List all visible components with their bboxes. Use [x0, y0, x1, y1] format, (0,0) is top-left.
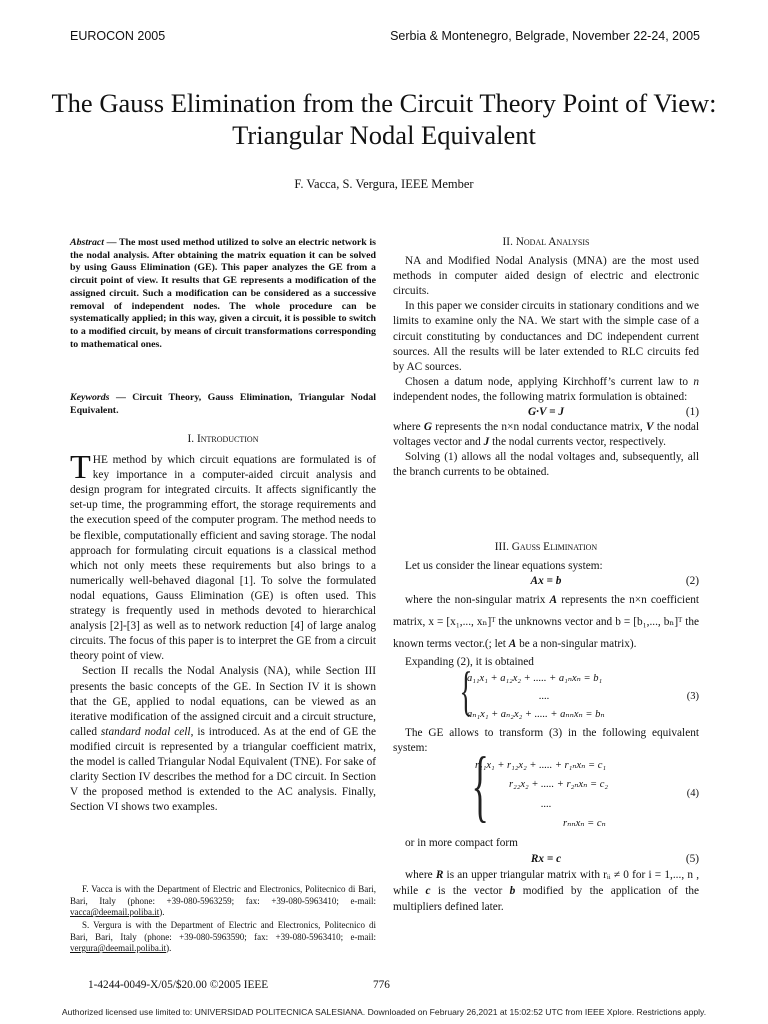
footnote-vergura: S. Vergura is with the Department of Electric and Electronics, Politecnico di Bari, Bari, Italy (phone: +39-080-5963590; fax: +39-080-5963410; e-mail: vergura@deemail.poliba.it). — [70, 920, 376, 954]
nodal-paragraph-2: In this paper we consider circuits in stationary conditions and we limits to examine only the NA. We start with the simple case of a circuit constituting by conductances and DC independent current sources. All the results will be later extended to RLC circuits fed by AC sources. — [393, 300, 699, 373]
conference-name: EUROCON 2005 — [70, 29, 166, 43]
equation-5: Rx = c (5) — [393, 852, 699, 867]
conference-location: Serbia & Montenegro, Belgrade, November 22-24, 2005 — [390, 29, 700, 43]
section-heading-nodal: II. Nodal Analysis — [502, 236, 590, 248]
intro-paragraph-2: Section II recalls the Nodal Analysis (NA), while Section III presents the basic concepts of the GE. In Section IV it is shown that the GE, applied to nodal equations, can be viewed as an iterative modification of the assigned circuit and a circuit structure, called standard nodal cell, is introduced. As at the end of GE the modified circuit is represented by a triangular coefficient matrix, the model is called Triangular Nodal Equivalent (TNE). For sake of clarity Section IV describes the method for a DC circuit. In Section V the proposed method is extended to the AC analysis. Finally, Section VI shows two examples. — [70, 665, 376, 814]
nodal-paragraph-4: where G represents the n×n nodal conductance matrix, V the nodal voltages vector and J the nodal currents vector, respectively. — [393, 421, 700, 449]
gauss-paragraph-5: or in more compact form — [405, 837, 518, 850]
gauss-paragraph-6: where R is an upper triangular matrix with rᵢᵢ ≠ 0 for i = 1,..., n , while c is the vector b modified by the application of the multipliers defined later. — [393, 868, 700, 913]
keywords — [70, 392, 376, 417]
section-number: I. — [187, 433, 195, 445]
email-link[interactable]: vacca@deemail.poliba.it — [70, 907, 160, 918]
nodal-paragraph-1: NA and Modified Nodal Analysis (MNA) are the most used methods in computer aided design of electric and electronic circuits. — [393, 255, 699, 298]
equation-1: G·V = J (1) — [393, 405, 699, 420]
gauss-paragraph-3: Expanding (2), it is obtained — [405, 656, 534, 669]
nodal-paragraph-3: Chosen a datum node, applying Kirchhoff’s current law to n independent nodes, the following matrix formulation is obtained: — [393, 375, 699, 403]
section-title: Introduction — [196, 433, 259, 445]
gauss-paragraph-4: The GE allows to transform (3) in the following equivalent system: — [393, 727, 699, 755]
keywords-text: — Circuit Theory, Gauss Elimination, Triangular Nodal Equivalent. — [70, 392, 376, 416]
equation-number: (4) — [686, 788, 699, 800]
equation-number: (3) — [686, 691, 699, 703]
nodal-paragraph-5: Solving (1) allows all the nodal voltages and, subsequently, all the branch currents to be obtained. — [393, 451, 699, 479]
intro-section — [70, 432, 376, 815]
equation-4: { r₁₁x₁ + r₁₂x₂ + ..... + r₁ₙxₙ = c₁ r₂₂x₂ + ..... + r₂ₙxₙ = c₂ .... rₙₙxₙ = cₙ (4) — [471, 742, 699, 831]
section-heading-intro — [70, 432, 376, 447]
brace-icon: { — [471, 742, 489, 831]
equation-3: { a₁₁x₁ + a₁₂x₂ + ..... + a₁ₙxₙ = b₁ .... aₙ₁x₁ + aₙ₂x₂ + ..... + aₙₙxₙ = bₙ (3) — [459, 661, 699, 722]
license-notice: Authorized licensed use limited to: UNIVERSIDAD POLITECNICA SALESIANA. Downloaded on February 26,2021 at 15:02:52 UTC from IEEE Xplore. Restrictions apply. — [61, 1007, 707, 1017]
keywords-lead: Keywords — [70, 392, 110, 403]
gauss-paragraph-1: Let us consider the linear equations system: — [405, 560, 603, 573]
equation-number: (2) — [685, 575, 699, 588]
equation-2: Ax = b (2) — [393, 574, 699, 589]
paper-title: The Gauss Elimination from the Circuit Theory Point of View: Triangular Nodal Equivalent — [51, 88, 717, 150]
email-link[interactable]: vergura@deemail.poliba.it — [70, 943, 167, 954]
footnote-vacca: F. Vacca is with the Department of Electric and Electronics, Politecnico di Bari, Bari, Italy (phone: +39-080-5963259; fax: +39-080-5963410; e-mail: vacca@deemail.poliba.it). — [70, 884, 376, 918]
gauss-paragraph-2: where the non-singular matrix A represents the n×n coefficient matrix, x = [x₁,..., xₙ]ᵀ the unknowns vector and b = [b₁,..., bₙ]ᵀ the known terms vector.(; let A be a non-singular matrix). — [393, 594, 699, 651]
equation-number: (5) — [685, 852, 699, 865]
gauss-section — [393, 540, 699, 915]
intro-paragraph-1: THE method by which circuit equations are formulated is of key importance in a computer-aided circuit analysis and design program for integrated circuits. It affects significantly the set-up time, the programming effort, the storage requirements and the execution speed of the computer program. The method needs to be flexible, computationally efficient and saving storage. The nodal approach for formulating circuit equations is a classical method which not only meets these requirements but also brings to a numerically well-behaved diagonal [1]. To solve the formulated nodal equations, Gauss Elimination (GE) is often used. This strategy is frequently used in methods devoted to hierarchical analysis [2]-[3] as well as to network reduction [4] of large analog circuits. The focus of this paper is to interpret the GE from a circuit theory point of view. — [70, 449, 376, 663]
brace-icon: { — [459, 661, 473, 722]
equation-number: (1) — [685, 406, 699, 419]
nodal-section — [393, 235, 699, 480]
page-number: 776 — [373, 979, 390, 991]
drop-cap: T — [70, 449, 91, 487]
abstract-text: — The most used method utilized to solve an electric network is the nodal analysis. After obtaining the matrix equation it can be solved by using Gauss Elimination (GE). This paper analyzes the GE from a circuit point of view. It results that GE represents a modification of the assigned circuit. Such a modification can be considered as a successive removal of independent nodes. The whole procedure can be systematically applied; in this way, given a circuit, it is possible to switch to a modified circuit, by means of circuit transformations corresponding to mathematical ones. — [70, 237, 376, 350]
abstract-lead: Abstract — [70, 237, 105, 248]
section-heading-gauss: III. Gauss Elimination — [494, 541, 598, 553]
paper-authors: F. Vacca, S. Vergura, IEEE Member — [294, 177, 474, 191]
isbn-copyright: 1-4244-0049-X/05/$20.00 ©2005 IEEE — [88, 979, 269, 991]
abstract — [70, 237, 376, 351]
footnote-rule — [70, 872, 190, 873]
